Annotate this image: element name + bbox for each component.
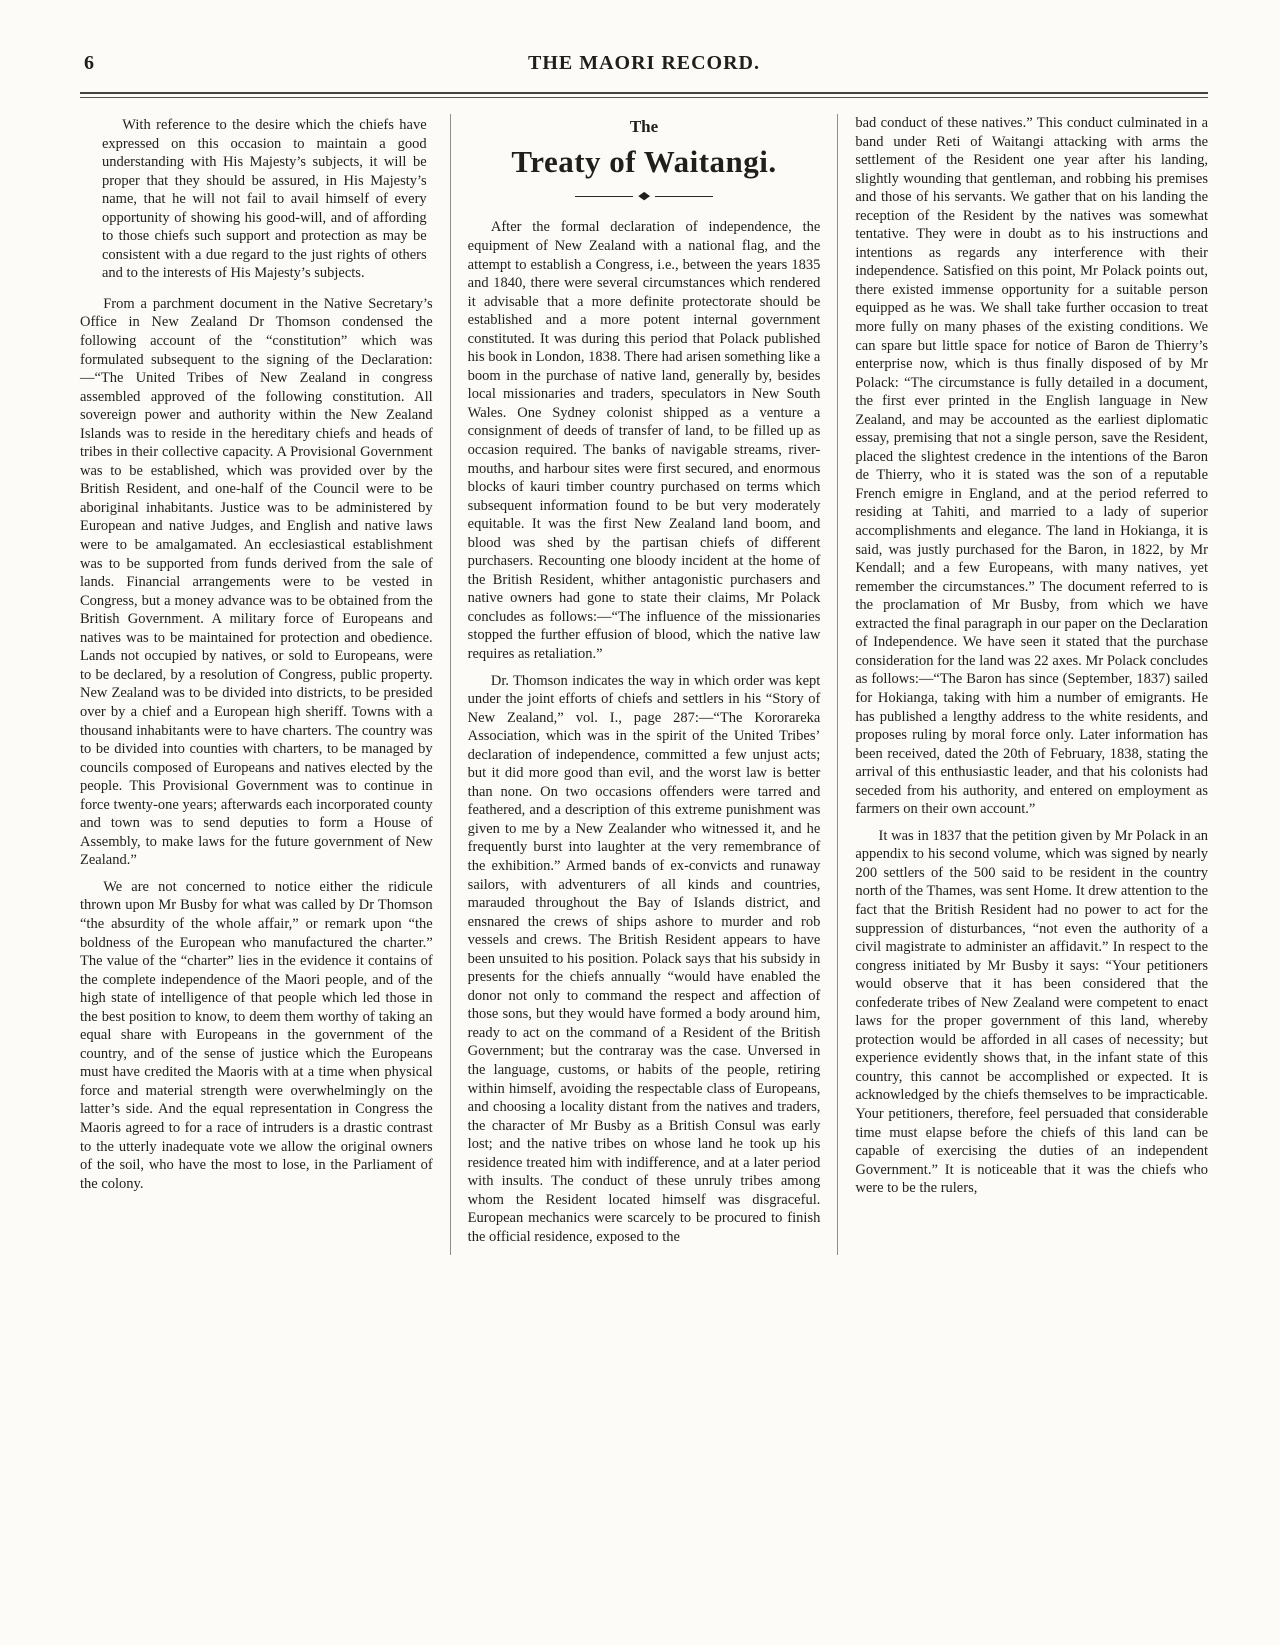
continuation-paragraph: bad conduct of these natives.” This conduct culminated in a band under Reti of Waitangi attacking with arms the settlement of the Resident one year after his landing, slightly wounding that gentleman, and robbing his premises and those of his servants. We gather that on his landing the reception of the Resident by the natives was somewhat tentative. They were in doubt as to his instructions and intentions as regards any interference with their independence. Satisfied on this point, Mr Polack points out, there existed immense opportunity for a suitable person equipped as he was. We shall take further occasion to treat more fully on many phases of the existing conditions. We can spare but little space for notice of Baron de Thierry’s enterprise now, which is thus finally disposed of by Mr Polack: “The circumstance is fully detailed in a document, the first ever printed in the English language in New Zealand, and may be accounted as the earliest diplomatic essay, premising that not a single person, save the Resident, placed the slightest credence in the intentions of the Baron de Thierry, who it is stated was the son of a reputable French emigre in England, and at the period referred to residing at Tahiti, and married to a lady of superior accomplishments and elegance. The land in Hokianga, it is said, was justly purchased for the Baron, in 1822, by Mr Kendall; and a few Europeans, with many natives, yet remember the circumstances.” The document referred to is the proclamation of Mr Busby, from which we have extracted the final paragraph in our paper on the Declaration of Independence. We have seen it stated that the purchase consideration for the land was 22 axes. Mr Polack concludes as follows:—“The Baron has since (September, 1837) sailed for Hokianga, taking with him a number of emigrants. He has published a lengthy address to the white residents, and proposes ruling by moral force only. Later information has been received, dated the 20th of February, 1838, stating the arrival of this enthusiastic leader, and that his colonists had seceded from his authority, and entered on employment as farmers on their own account.” [855, 115, 1209, 818]
column-right [837, 114, 1208, 1255]
page-header [80, 52, 1208, 80]
right-paragraphs [855, 827, 1208, 1198]
column-left [80, 114, 433, 1255]
paragraph: After the formal declaration of independence, the equipment of New Zealand with a national flag, and the attempt to establish a Congress, i.e., between the years 1835 and 1840, there were several circumstances which rendered it advisable that a more definite protectorate should be established and a more potent internal government constituted. It was during this period that Polack published his book in London, 1838. There had arisen something like a boom in the purchase of native land, generally by, besides local missionaries and traders, speculators in New South Wales. One Sydney colonist shipped as a venture a consignment of deeds of transfer of land, to be filled up as occasion required. The banks of navigable streams, river-mouths, and harbour sites were first secured, and enormous blocks of kauri timber country purchased on terms which subsequent information found to be but very moderately equitable. It was the first New Zealand land boom, and blood was shed by the partisan chiefs of different purchasers. Recounting one bloody incident at the home of the British Resident, whither antagonistic purchasers and native owners had gone to state their claims, Mr Polack concludes as follows:—“The influence of the missionaries stopped the further effusion of blood, which the native law requires as retaliation.” [467, 219, 821, 662]
article-body [80, 114, 1208, 1255]
left-paragraphs [80, 295, 433, 1193]
article-kicker: The [629, 117, 659, 136]
paragraph: From a parchment document in the Native Secretary’s Office in New Zealand Dr Thomson condensed the following account of the “constitution” which was formulated subsequent to the signing of the Declaration:—“The United Tribes of New Zealand in congress assembled approved of the following constitution. All sovereign power and authority within the New Zealand Islands was to reside in the hereditary chiefs and heads of tribes in their collective capacity. A Provisional Government was to be established, which was provided over by the British Resident, and one-half of the Council were to be aboriginal inhabitants. Justice was to be administered by European and native Judges, and English and native laws were to be amalgamated. An ecclesiastical establishment was to be supported from funds derived from the sale of lands. Financial arrangements were to be vested in Congress, but a money advance was to be obtained from the British Government. A military force of Europeans and natives was to be maintained for protection and obedience. Lands not occupied by natives, or sold to Europeans, were to be declared, by a resolution of Congress, public property. New Zealand was to be divided into districts, to be presided over by a chief and a European high sheriff. Towns with a thousand inhabitants were to have charters. The country was to be divided into counties with charters, to be managed by councils composed of Europeans and natives elected by the people. This Provisional Government was to continue in force twenty-one years; afterwards each incorporated county and town was to send deputies to form a House of Assembly, to make laws for the future government of New Zealand.” [80, 295, 433, 869]
divider-ornament [468, 191, 821, 202]
paragraph: We are not concerned to notice either the ridicule thrown upon Mr Busby for what was called by Dr Thomson “the absurdity of the whole affair,” or remark upon “the boldness of the European who manufactured the charter.” The value of the “charter” lies in the evidence it contains of the complete independence of the Maori people, and of the high state of intelligence of that people which led those in the best position to know, to deem them worthy of taking an equal share with Europeans in the government of the country, and of the sense of justice which the Europeans must have credited the Maoris with at a time when physical force and material strength were overwhelmingly on the latter’s side. And the equal representation in Congress the Maoris agreed to for a race of intruders is a drastic contrast to the utterly inadequate vote we allow the original owners of the soil, who have the most to lose, in the Parliament of the colony. [80, 878, 433, 1192]
diamond-icon: ◆ [638, 190, 650, 203]
masthead: THE MAORI RECORD. [527, 52, 760, 74]
page-number: 6 [84, 52, 94, 74]
middle-paragraphs [468, 218, 821, 1246]
column-middle [450, 114, 821, 1255]
article-title: Treaty of Waitangi. [511, 143, 777, 179]
paragraph: Dr. Thomson indicates the way in which order was kept under the joint efforts of chiefs and settlers in his “Story of New Zealand,” vol. I., page 287:—“The Kororareka Association, which was in the spirit of the United Tribes’ declaration of independence, committed a few unjust acts; but it did more good than evil, and the worst law is better than none. On two occasions offenders were tarred and feathered, and a description of this extreme punishment was given to me by a New Zealander who witnessed it, and he frequently burst into laughter at the very remembrance of the exhibition.” Armed bands of ex-convicts and runaway sailors, with adventurers of all kinds and countries, marauded throughout the Bay of Islands district, and ensnared the crews of ships ashore to murder and rob vessels and crews. The British Resident appears to have been unsuited to his position. Polack says that his subsidy in presents for the chiefs annually “would have enabled the donor not only to command the respect and affection of those sons, but they would have formed a body around him, ready to act on the command of a Resident of the British Government; but the contraray was the case. Unversed in the language, customs, or habits of the people, retiring within himself, avoiding the respectable class of Europeans, and choosing a locality distant from the natives and traders, the character of Mr Busby as a British Consul was early lost; and the native tribes on whose land he took up his residence treated him with indifference, and at a later period with insults. The conduct of these unruly tribes among whom the Resident located himself was disgraceful. European mechanics were scarcely to be procured to finish the official residence, exposed to the [467, 672, 821, 1245]
quoted-paragraph: With reference to the desire which the chiefs have expressed on this occasion to maintain a good understanding with His Majesty’s subjects, it will be proper that they should be assured, in His Majesty’s name, that he will not fail to avail himself of every opportunity of showing his good-will, and of affording to those chiefs such support and protection as may be consistent with a due regard to the just rights of others and to the interests of His Majesty’s subjects. [102, 117, 427, 282]
paragraph: It was in 1837 that the petition given by Mr Polack in an appendix to his second volume, which was signed by nearly 200 settlers of the 500 said to be resident in the country north of the Thames, was sent Home. It drew attention to the fact that the British Resident had no power to act for the suppression of disturbances, “not even the authority of a civil magistrate to administer an affidavit.” In respect to the congress initiated by Mr Busby it says: “Your petitioners would observe that it has been considered that the confederate tribes of New Zealand were competent to enact laws for the proper government of this land, whereby protection would be afforded in all cases of necessity; but experience evidently shows that, in the infant state of this country, this cannot be accomplished or expected. It is acknowledged by the chiefs themselves to be impracticable. Your petitioners, therefore, feel persuaded that considerable time must elapse before the chiefs of this land can be capable of exercising the duties of an independent Government.” It is noticeable that it was the chiefs who were to be the rulers, [855, 827, 1209, 1197]
header-rule [80, 92, 1208, 98]
